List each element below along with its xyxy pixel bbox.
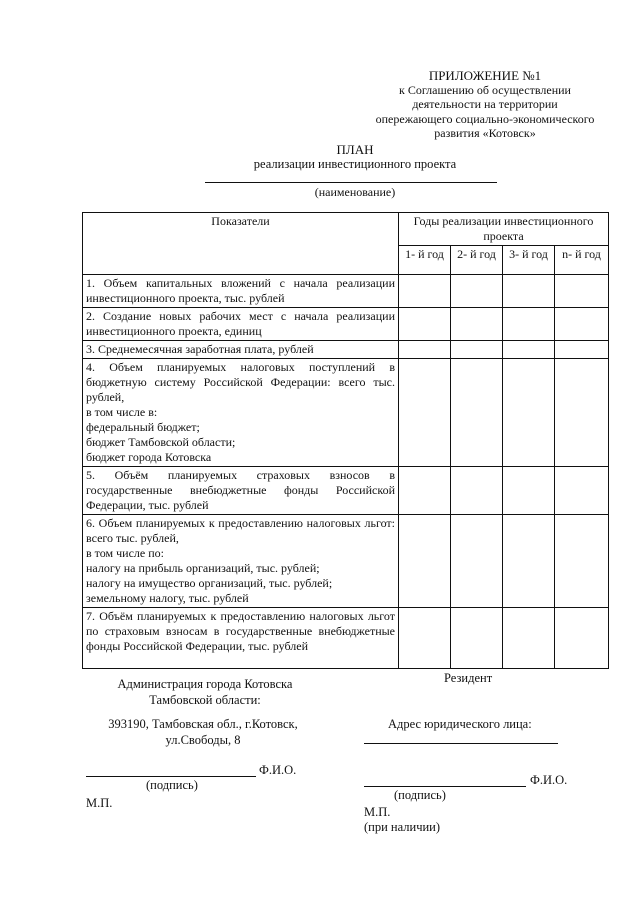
admin-address-line: 393190, Тамбовская обл., г.Котовск,	[108, 717, 298, 731]
value-cell	[451, 359, 503, 467]
admin-org	[100, 677, 310, 708]
indicator-line: в том числе в:	[86, 405, 158, 419]
indicator-cell: 2. Создание новых рабочих мест с начала реализации инвестиционного проекта, единиц	[83, 308, 399, 341]
value-cell	[503, 608, 555, 669]
indicator-line: налогу на прибыль организаций, тыс. рублей;	[86, 561, 320, 575]
indicator-line: в том числе по:	[86, 546, 164, 560]
appendix-line: деятельности на территории	[412, 97, 558, 112]
appendix-line: к Соглашению об осуществлении	[399, 83, 571, 98]
value-cell	[399, 341, 451, 359]
plan-table	[82, 212, 609, 669]
indicator-cell: 1. Объем капитальных вложений с начала реализации инвестиционного проекта, тыс. рублей	[83, 275, 399, 308]
value-cell	[503, 275, 555, 308]
value-cell	[451, 275, 503, 308]
admin-address	[92, 717, 314, 748]
value-cell	[555, 515, 609, 608]
resident-stamp: М.П.	[364, 805, 391, 819]
table-row	[83, 359, 609, 467]
indicator-line: 4. Объем планируемых налоговых поступлений в бюджетную систему Российской Федерации: всего тыс. рублей,	[86, 360, 395, 404]
value-cell	[451, 515, 503, 608]
indicator-cell	[83, 515, 399, 608]
project-name-line	[205, 182, 497, 183]
appendix-line: опережающего социально-экономического	[375, 111, 595, 126]
value-cell	[503, 308, 555, 341]
value-cell	[555, 341, 609, 359]
value-cell	[503, 515, 555, 608]
admin-signature-caption: (подпись)	[146, 778, 198, 792]
table-row	[83, 275, 609, 308]
header-year-3: 3- й год	[503, 246, 555, 275]
table-row	[83, 308, 609, 341]
value-cell	[399, 467, 451, 515]
resident-stamp-note: (при наличии)	[364, 820, 441, 834]
resident-fio: Ф.И.О.	[530, 773, 568, 787]
header-year-1: 1- й год	[399, 246, 451, 275]
value-cell	[555, 608, 609, 669]
appendix-header	[360, 68, 610, 140]
admin-stamp: М.П.	[86, 796, 113, 810]
value-cell	[555, 275, 609, 308]
value-cell	[451, 608, 503, 669]
admin-org-line: Тамбовской области:	[149, 692, 261, 707]
value-cell	[399, 359, 451, 467]
value-cell	[451, 467, 503, 515]
indicator-line: 6. Объем планируемых к предоставлению налоговых льгот: всего тыс. рублей,	[86, 516, 395, 545]
table-row	[83, 515, 609, 608]
admin-fio: Ф.И.О.	[259, 763, 297, 777]
value-cell	[503, 359, 555, 467]
indicator-cell: 7. Объём планируемых к предоставлению налоговых льгот по страховым взносам в государственные внебюджетные фонды Российской Федерации, тыс. рублей	[83, 608, 399, 669]
header-year-2: 2- й год	[451, 246, 503, 275]
value-cell	[503, 467, 555, 515]
indicator-line: федеральный бюджет;	[86, 420, 200, 434]
value-cell	[555, 467, 609, 515]
header-year-n: n- й год	[555, 246, 609, 275]
indicator-cell: 3. Среднемесячная заработная плата, рублей	[83, 341, 399, 359]
admin-signature-line	[86, 776, 256, 777]
table-row	[83, 341, 609, 359]
indicator-line: земельному налогу, тыс. рублей	[86, 591, 249, 605]
admin-org-line: Администрация города Котовска	[117, 677, 293, 691]
admin-address-line: ул.Свободы, 8	[165, 732, 241, 747]
plan-title: ПЛАН	[336, 142, 374, 157]
indicator-cell: 5. Объём планируемых страховых взносов в государственные внебюджетные фонды Российской Федерации, тыс. рублей	[83, 467, 399, 515]
value-cell	[399, 515, 451, 608]
resident-title: Резидент	[444, 671, 493, 685]
table-row	[83, 467, 609, 515]
value-cell	[451, 308, 503, 341]
value-cell	[399, 308, 451, 341]
resident-signature-caption: (подпись)	[394, 788, 446, 802]
appendix-line: развития «Котовск»	[434, 125, 536, 140]
appendix-heading: ПРИЛОЖЕНИЕ №1	[428, 68, 542, 83]
indicator-line: бюджет города Котовска	[86, 450, 212, 464]
project-name-caption: (наименование)	[314, 185, 396, 199]
resident-address-line	[364, 743, 558, 744]
indicator-cell	[83, 359, 399, 467]
indicator-line: бюджет Тамбовской области;	[86, 435, 236, 449]
indicator-line: налогу на имущество организаций, тыс. рублей;	[86, 576, 333, 590]
header-indicators: Показатели	[83, 213, 399, 275]
value-cell	[451, 341, 503, 359]
table-row	[83, 608, 609, 669]
value-cell	[555, 359, 609, 467]
plan-subtitle: реализации инвестиционного проекта	[253, 157, 457, 171]
value-cell	[399, 275, 451, 308]
value-cell	[503, 341, 555, 359]
header-years: Годы реализации инвестиционного проекта	[399, 213, 609, 246]
value-cell	[399, 608, 451, 669]
resident-address-label: Адрес юридического лица:	[388, 717, 532, 731]
value-cell	[555, 308, 609, 341]
resident-signature-line	[364, 786, 526, 787]
